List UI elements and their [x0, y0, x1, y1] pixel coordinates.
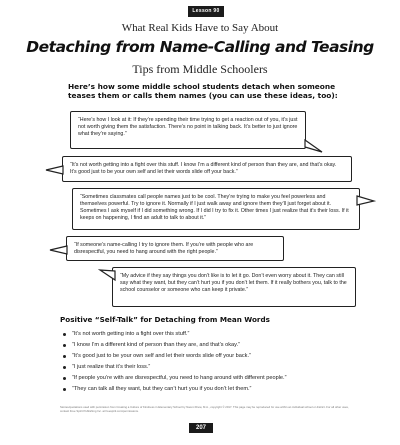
bubble-tail-3 — [354, 194, 376, 208]
list-item-text: “It’s not worth getting into a fight over this stuff.” — [72, 331, 190, 337]
bubble-tail-4 — [48, 244, 68, 256]
list-item — [62, 362, 362, 373]
bubble-tail-2 — [44, 164, 64, 176]
bullet-icon — [63, 344, 66, 347]
quote-bubble-5: “My advice if they say things you don’t like is to let it go. Don’t even worry about it. They can still say what they want, but they can’t hurt you if you don’t let them. If it really bothers you, talk to the school counselor or someone who can keep it private.” — [112, 267, 356, 307]
self-talk-list — [62, 329, 362, 395]
bubble-tail-5 — [98, 268, 118, 282]
bubble-tail-1 — [300, 138, 324, 154]
list-item-text: “I know I’m a different kind of person than they are, and that’s okay.” — [72, 342, 240, 348]
list-item-text: “They can talk all they want, but they can’t hurt you if you don’t let them.” — [72, 386, 252, 392]
quote-bubble-4: “If someone’s name-calling I try to ignore them. If you’re with people who are disrespectful, you need to hang around with the right people.” — [66, 236, 284, 261]
page-number: 207 — [189, 423, 213, 433]
self-talk-heading: Positive “Self-Talk” for Detaching from Mean Words — [60, 315, 270, 324]
bullet-icon — [63, 355, 66, 358]
list-item-text: “I just realize that it’s their loss.” — [72, 364, 151, 370]
kicker: What Real Kids Have to Say About — [121, 22, 279, 34]
bullet-icon — [63, 366, 66, 369]
list-item-text: “If people you’re with are disrespectful, you need to hang around with different people.” — [72, 375, 287, 381]
list-item — [62, 384, 362, 395]
bullet-icon — [63, 333, 66, 336]
list-item-text: “It’s good just to be your own self and let their words slide off your back.” — [72, 353, 251, 359]
page-subtitle: Tips from Middle Schoolers — [132, 62, 268, 76]
bullet-icon — [63, 377, 66, 380]
lesson-tab: Lesson 90 — [188, 6, 224, 17]
bullet-icon — [63, 388, 66, 391]
list-item — [62, 340, 362, 351]
page-title: Detaching from Name-Calling and Teasing — [26, 38, 374, 56]
quote-bubble-2: “It’s not worth getting into a fight over this stuff. I know I’m a different kind of person than they are, and that’s okay. It’s good just to be your own self and let their words slide off your back.” — [62, 156, 352, 182]
quote-bubble-3: “Sometimes classmates call people names just to be cool. They’re trying to make you feel powerless and themselves powerful. Try to ignore it. Normally if I just walk away and ignore them they’ll just forget about it. Sometimes I ask myself if I did something wrong. If I did I try to fix it. Other times I just realize that it’s their loss. If it keeps on happening, I find an adult to talk to about it.” — [72, 188, 360, 230]
intro-text: Here’s how some middle school students detach when someone teases them or calls them names (you can use these ideas, too): — [68, 82, 338, 100]
list-item — [62, 373, 362, 384]
copyright-footer: Stories/quotations used with permission from Creating a Culture of Kindness in Elementary School by Naomi Drew, M.A., copyright © 2017. This page may be reproduced for use within an individual school or district. For all other uses, contact Free Spirit Publishing Inc. at freespirit.com/permissions. — [60, 405, 349, 413]
list-item — [62, 329, 362, 340]
quote-bubble-1: “Here’s how I look at it: If they’re spending their time trying to get a reaction out of you, it’s just not worth giving them the satisfaction. There’s no point in talking back. It’s better to just ignore what they’re saying.” — [70, 111, 306, 149]
list-item — [62, 351, 362, 362]
